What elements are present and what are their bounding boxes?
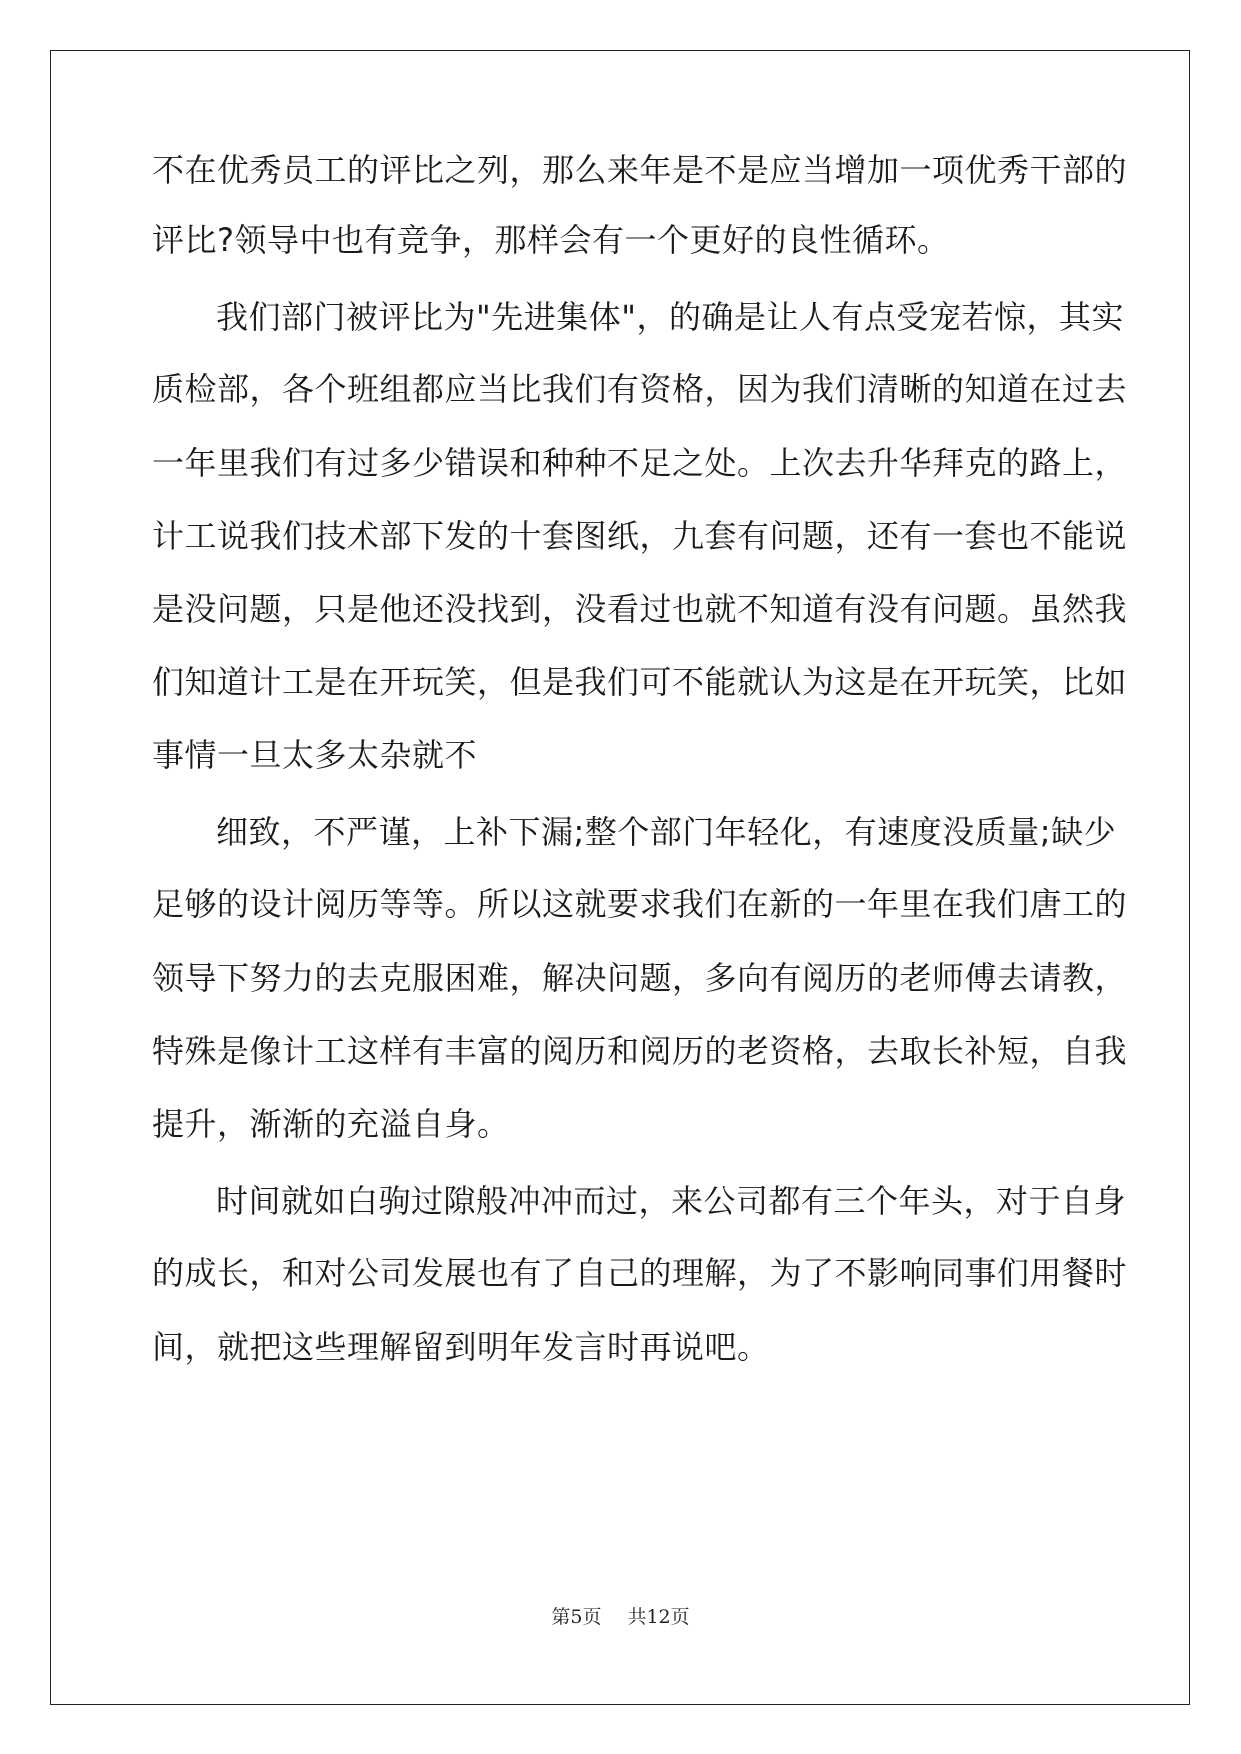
text-line: 的成长，和对公司发展也有了自己的理解，为了不影响同事们用餐时 <box>152 1254 1128 1292</box>
text-line: 提升，渐渐的充溢自身。 <box>152 1105 510 1143</box>
page-footer <box>0 1602 1241 1629</box>
text-line: 是没问题，只是他还没找到，没看过也就不知道有没有问题。虽然我 <box>152 590 1128 628</box>
text-line: 领导下努力的去克服困难，解决问题，多向有阅历的老师傅去请教， <box>152 959 1128 997</box>
text-line: 间，就把这些理解留到明年发言时再说吧。 <box>152 1328 770 1366</box>
page-number: 第5页 <box>551 1606 602 1628</box>
text-line: 我们部门被评比为"先进集体"，的确是让人有点受宠若惊，其实 <box>216 298 1124 336</box>
text-line: 一年里我们有过多少错误和种种不足之处。上次去升华拜克的路上， <box>152 444 1128 482</box>
text-line: 细致，不严谨，上补下漏;整个部门年轻化，有速度没质量;缺少 <box>216 813 1117 851</box>
text-line: 足够的设计阅历等等。所以这就要求我们在新的一年里在我们唐工的 <box>152 885 1128 923</box>
text-line: 们知道计工是在开玩笑，但是我们可不能就认为这是在开玩笑，比如 <box>152 663 1128 701</box>
text-line: 质检部，各个班组都应当比我们有资格，因为我们清晰的知道在过去 <box>152 370 1128 408</box>
text-line: 评比?领导中也有竞争，那样会有一个更好的良性循环。 <box>152 221 950 259</box>
text-line: 事情一旦太多太杂就不 <box>152 736 478 774</box>
text-line: 特殊是像计工这样有丰富的阅历和阅历的老资格，去取长补短，自我 <box>152 1032 1128 1070</box>
text-line: 不在优秀员工的评比之列，那么来年是不是应当增加一项优秀干部的 <box>152 151 1128 189</box>
text-line: 计工说我们技术部下发的十套图纸，九套有问题，还有一套也不能说 <box>152 517 1128 555</box>
text-line: 时间就如白驹过隙般冲冲而过，来公司都有三个年头，对于自身 <box>216 1182 1127 1220</box>
page-total: 共12页 <box>627 1606 690 1628</box>
